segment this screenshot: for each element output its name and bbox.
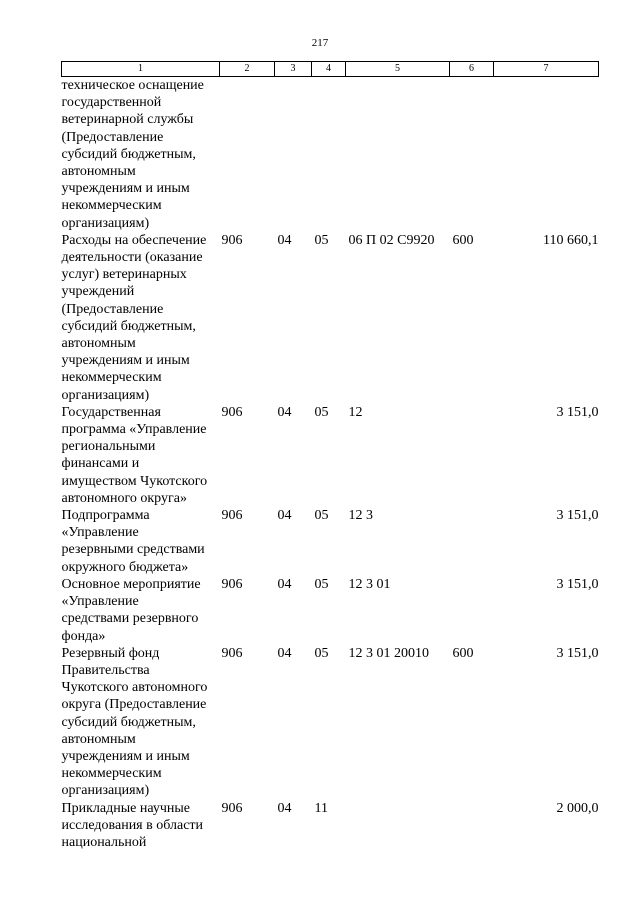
column-header-7: 7 [494,62,599,77]
amount: 3 151,0 [556,404,599,420]
description-line: субсидий бюджетным, [61,318,196,334]
subsection-code: 05 [314,508,329,524]
budget-table [61,61,599,851]
description-line: государственной [61,95,162,111]
section-code: 04 [277,800,292,816]
description-line: некоммерческим [61,370,162,386]
row-description [62,576,220,645]
description-line: резервными средствами [61,542,205,558]
description-line: организациям) [61,215,150,231]
description-line: учреждениям и иным [61,353,190,369]
section-code: 04 [277,645,292,661]
subsection-code: 05 [314,232,329,248]
row-description [62,77,220,232]
description-line: исследования в области [61,817,204,833]
expense-type-code: 600 [452,232,474,248]
amount: 2 000,0 [556,800,599,816]
row-description [62,232,220,404]
subsection-code: 11 [314,800,328,816]
description-line: автономным [61,336,136,352]
description-line: имуществом Чукотского [61,473,208,489]
column-header-1: 1 [62,62,220,77]
description-line: «Управление [61,525,139,541]
expense-type-code [450,77,494,232]
ministry-code: 906 [221,645,243,661]
description-line: (Предоставление [61,129,164,145]
description-line: «Управление [61,594,139,610]
subsection-code: 05 [314,645,329,661]
subsection-code [312,77,346,232]
description-line: учреждениям и иным [61,181,190,197]
section-code: 04 [277,576,292,592]
section-code: 04 [277,232,292,248]
description-line: субсидий бюджетным, [61,146,196,162]
amount [494,77,599,232]
description-line: техническое оснащение [61,78,204,93]
ministry-code: 906 [221,404,243,420]
expense-type-code [450,576,494,645]
description-line: Подпрограмма [61,508,150,524]
description-line: программа «Управление [61,422,207,438]
page-number: 217 [311,37,329,49]
row-description [62,800,220,852]
description-line: региональными [61,439,156,455]
description-line: окружного бюджета» [61,559,189,575]
description-line: учреждений [61,284,135,300]
target-article-code: 12 3 [348,508,373,524]
row-description [62,645,220,800]
column-header-5: 5 [346,62,450,77]
description-line: автономного округа» [61,490,187,506]
section-code: 04 [277,508,292,524]
column-header-6: 6 [450,62,494,77]
row-description [62,507,220,576]
description-line: организациям) [61,783,150,799]
expense-type-code [450,507,494,576]
ministry-code: 906 [221,576,243,592]
description-line: национальной [61,834,147,850]
description-line: Правительства [61,662,150,678]
description-line: автономным [61,731,136,747]
description-line: субсидий бюджетным, [61,714,196,730]
description-line: Основное мероприятие [61,576,201,592]
amount: 110 660,1 [543,232,599,248]
column-header-4: 4 [312,62,346,77]
description-line: фонда» [61,628,106,644]
section-code [275,77,312,232]
description-line: Расходы на обеспечение [61,232,207,248]
table-row [62,404,599,507]
target-article-code: 06 П 02 С9920 [348,232,435,248]
description-line: деятельности (оказание [61,250,203,266]
description-line: Прикладные научные [61,800,190,816]
amount: 3 151,0 [556,508,599,524]
target-article-code [346,77,450,232]
table-row [62,77,599,232]
description-line: финансами и [61,456,140,472]
column-number-header [62,62,599,77]
table-row [62,507,599,576]
subsection-code: 05 [314,404,329,420]
description-line: Чукотского автономного [61,680,208,696]
table-row [62,576,599,645]
description-line: учреждениям и иным [61,748,190,764]
subsection-code: 05 [314,576,329,592]
column-header-2: 2 [220,62,275,77]
amount: 3 151,0 [556,576,599,592]
target-article-code: 12 [348,404,363,420]
description-line: некоммерческим [61,198,162,214]
description-line: ветеринарной службы [61,112,194,128]
description-line: Резервный фонд [61,645,160,661]
target-article-code: 12 3 01 [348,576,391,592]
description-line: автономным [61,164,136,180]
column-header-3: 3 [275,62,312,77]
ministry-code [220,77,275,232]
ministry-code: 906 [221,508,243,524]
description-line: Государственная [61,404,161,420]
table-row [62,645,599,800]
description-line: услуг) ветеринарных [61,267,187,283]
description-line: (Предоставление [61,301,164,317]
ministry-code: 906 [221,800,243,816]
description-line: организациям) [61,387,150,403]
table-row [62,232,599,404]
target-article-code: 12 3 01 20010 [348,645,429,661]
ministry-code: 906 [221,232,243,248]
description-line: некоммерческим [61,766,162,782]
description-line: средствами резервного [61,611,199,627]
table-row [62,800,599,852]
section-code: 04 [277,404,292,420]
description-line: округа (Предоставление [61,697,207,713]
expense-type-code: 600 [452,645,474,661]
table-body [62,77,599,852]
row-description [62,404,220,507]
amount: 3 151,0 [556,645,599,661]
target-article-code [346,800,450,852]
expense-type-code [450,404,494,507]
expense-type-code [450,800,494,852]
